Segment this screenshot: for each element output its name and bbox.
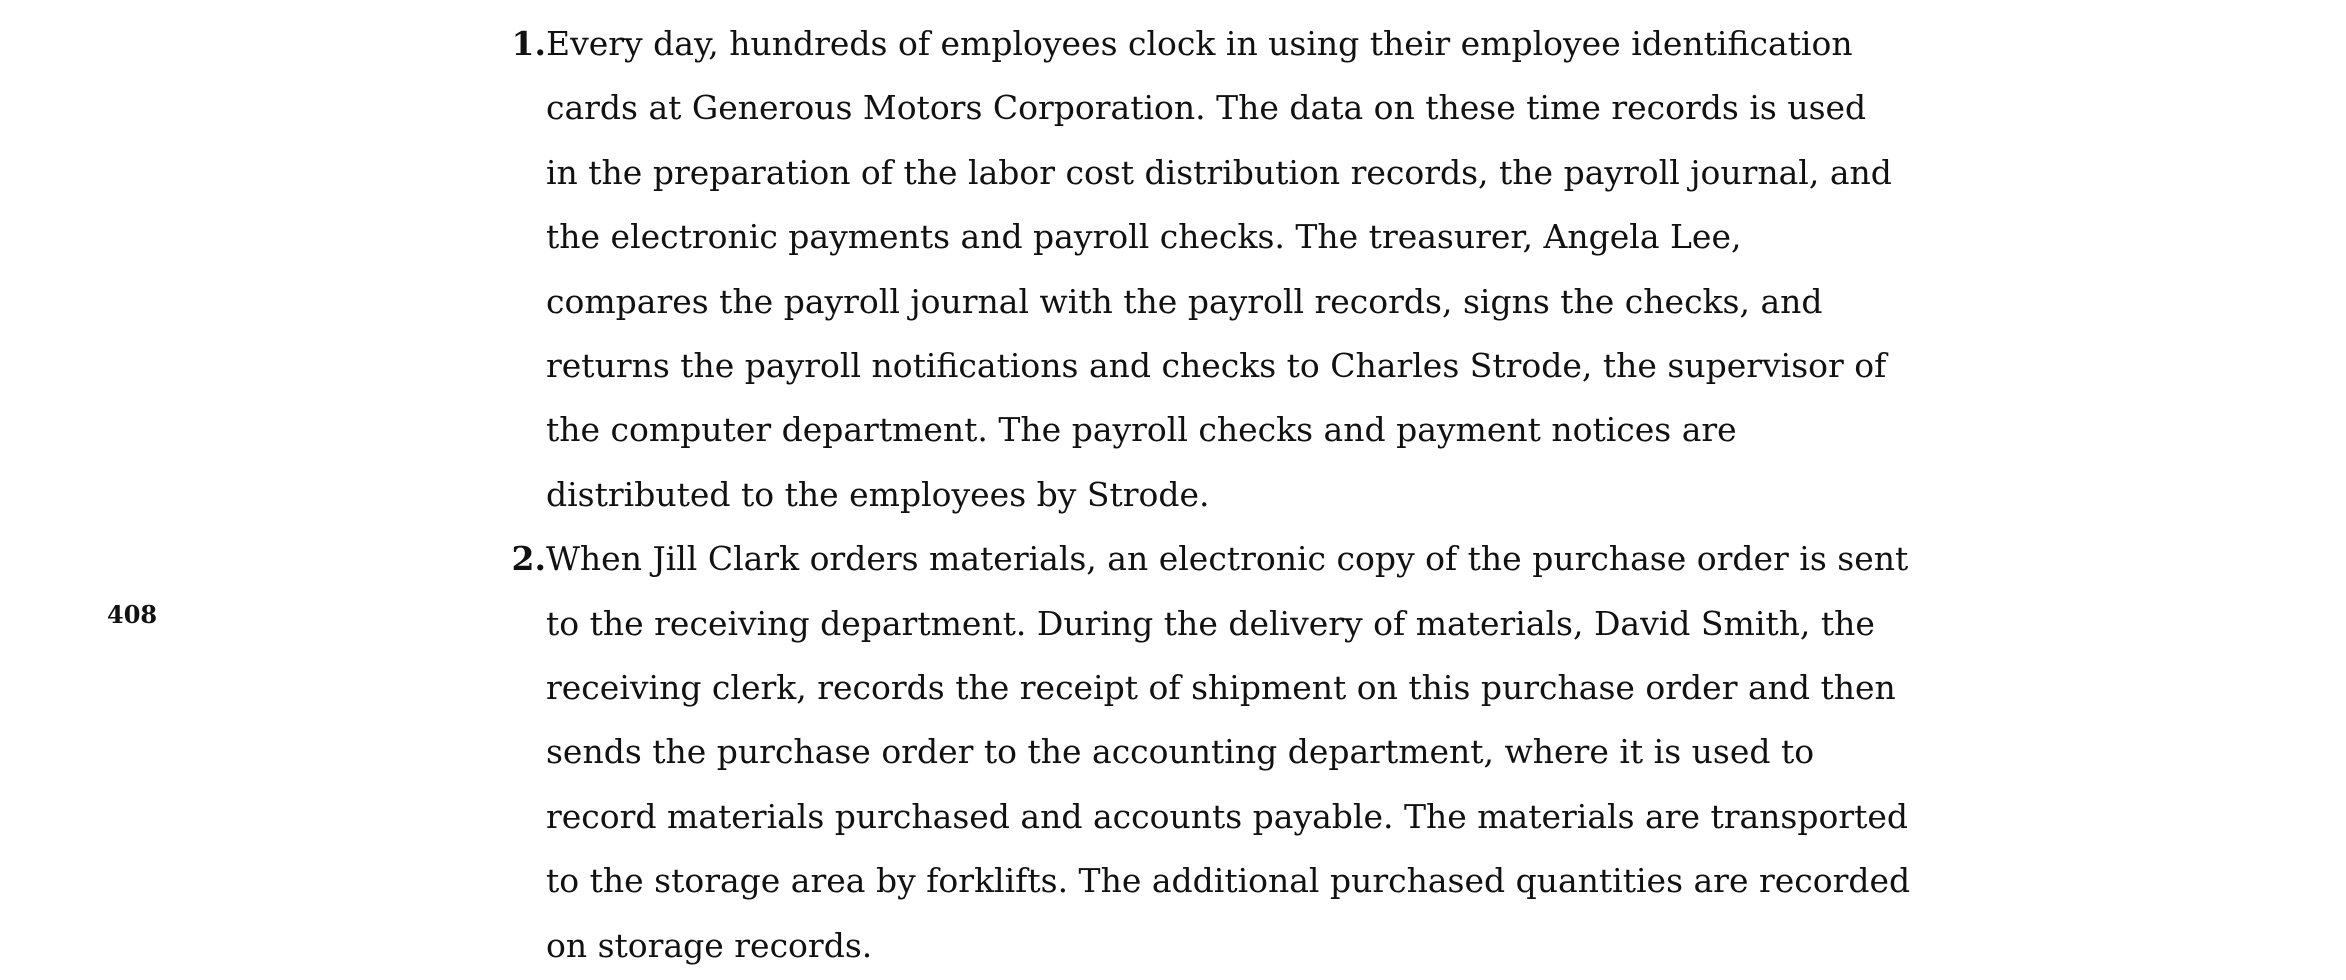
page-number: 408 (107, 600, 158, 629)
text-line: the computer department. The payroll checks and payment notices are (546, 410, 1737, 450)
list-item-number: 1. (511, 24, 546, 63)
text-line: distributed to the employees by Strode. (546, 474, 1210, 514)
text-line: returns the payroll notifications and checks to Charles Strode, the supervisor of (546, 346, 1887, 386)
text-line: to the storage area by forklifts. The additional purchased quantities are recorded (546, 861, 1911, 901)
list-item-1 (500, 12, 1900, 527)
text-line: compares the payroll journal with the payroll records, signs the checks, and (546, 281, 1823, 321)
numbered-list (500, 12, 1911, 978)
list-item-text (546, 12, 1892, 527)
text-line: to the receiving department. During the delivery of materials, David Smith, the (546, 603, 1875, 643)
list-item-number: 2. (511, 539, 546, 579)
text-line: sends the purchase order to the accounting department, where it is used to (546, 732, 1815, 772)
text-line: on storage records. (546, 925, 873, 965)
text-line: in the preparation of the labor cost distribution records, the payroll journal, and (546, 152, 1892, 192)
text-line: the electronic payments and payroll checks. The treasurer, Angela Lee, (546, 217, 1742, 257)
text-line: Every day, hundreds of employees clock in using their employee identification (546, 24, 1853, 63)
list-item-text (546, 527, 1910, 978)
text-line: receiving clerk, records the receipt of shipment on this purchase order and then (546, 668, 1896, 708)
text-line: cards at Generous Motors Corporation. The data on these time records is used (546, 88, 1867, 128)
list-item-2 (500, 527, 1911, 978)
text-line: When Jill Clark orders materials, an electronic copy of the purchase order is sent (546, 539, 1909, 579)
text-line: record materials purchased and accounts payable. The materials are transported (546, 796, 1909, 836)
